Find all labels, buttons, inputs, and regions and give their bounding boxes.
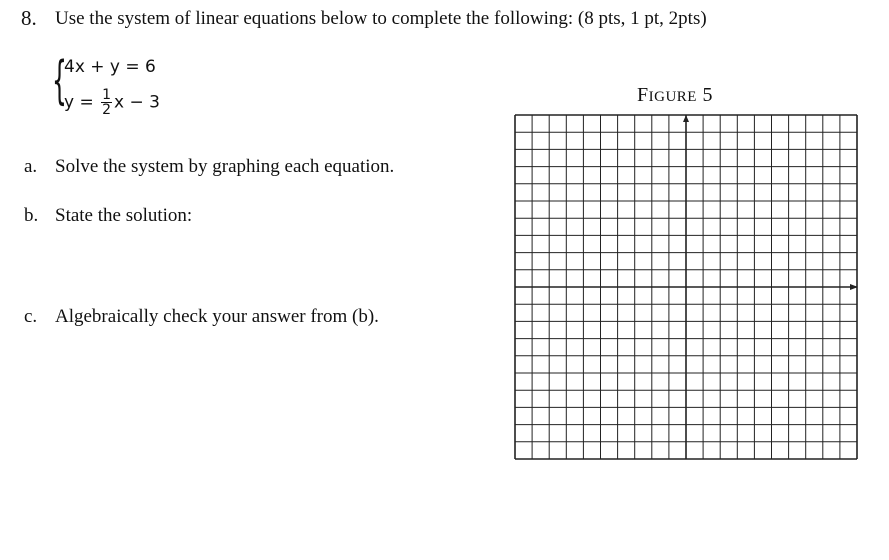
left-brace: {	[52, 51, 67, 111]
question-number: 8.	[21, 6, 37, 30]
equation-2-lhs: y =	[64, 92, 100, 113]
question-text: Use the system of linear equations below to complete the following: (8 pts, 1 pt, 2pts)	[55, 8, 707, 29]
part-b	[24, 205, 192, 227]
part-c-label: c.	[24, 306, 38, 327]
part-b-label: b.	[24, 205, 39, 226]
part-c	[24, 306, 379, 328]
y-axis-arrow	[683, 115, 689, 122]
part-c-text: Algebraically check your answer from (b).	[55, 306, 379, 327]
coordinate-grid[interactable]	[514, 114, 858, 460]
equation-2	[64, 88, 160, 117]
equation-1: 4x + y = 6	[64, 57, 156, 77]
figure-title-number: 5	[702, 84, 713, 106]
fraction-one-half	[101, 88, 112, 117]
figure-title-rest: IGURE	[648, 89, 697, 105]
equation-2-rhs: x − 3	[114, 92, 160, 113]
fraction-denominator: 2	[102, 102, 112, 118]
part-a-label: a.	[24, 156, 38, 177]
figure-title	[637, 84, 713, 107]
fraction-numerator: 1	[102, 87, 112, 103]
part-a	[24, 156, 394, 178]
figure-title-first: F	[637, 84, 649, 106]
part-a-text: Solve the system by graphing each equation.	[55, 156, 395, 177]
part-b-text: State the solution:	[55, 205, 193, 226]
